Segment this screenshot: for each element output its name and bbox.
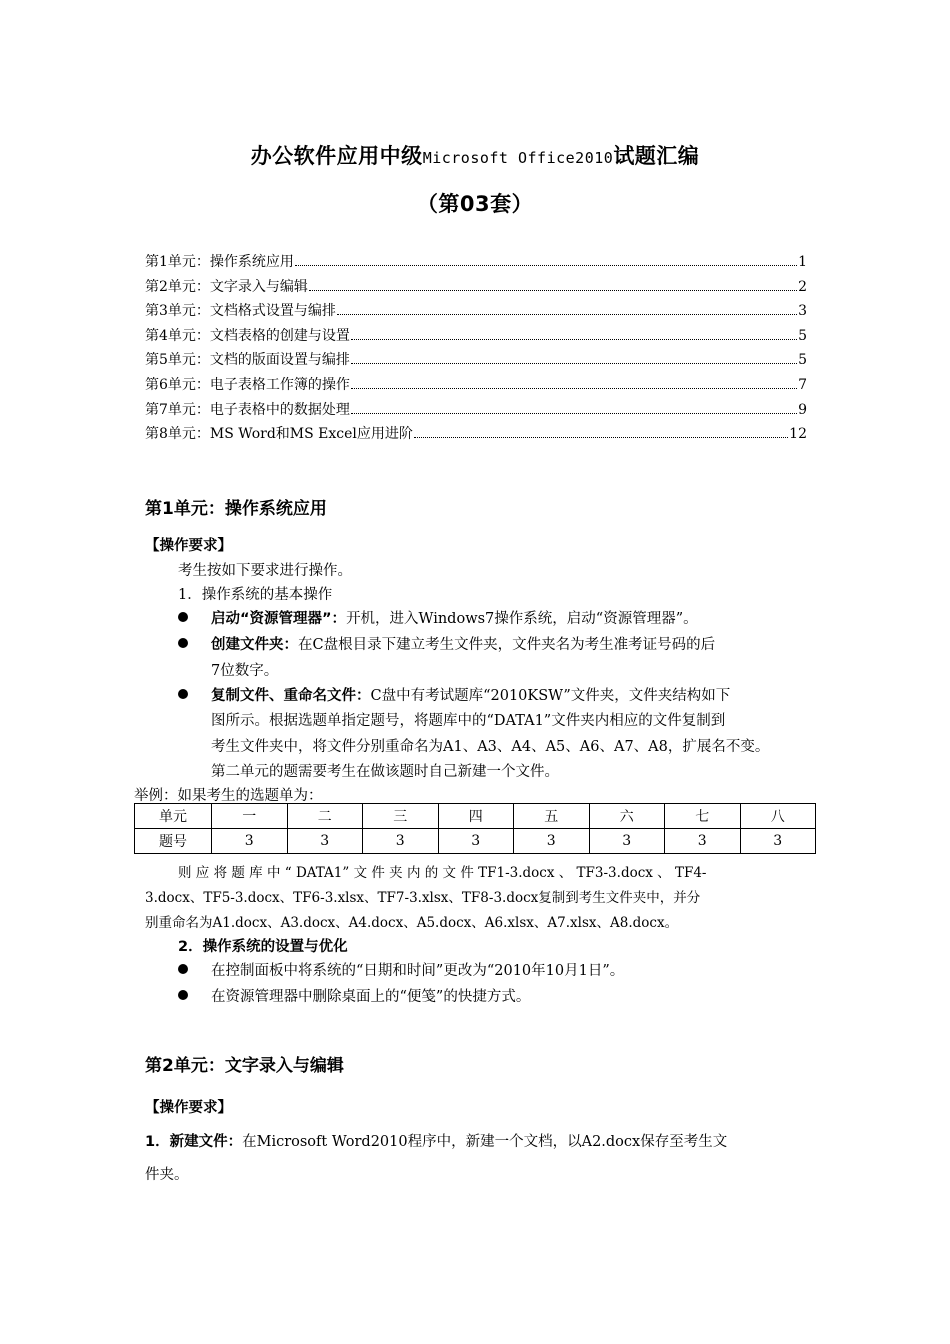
toc-entry[interactable] bbox=[145, 251, 807, 276]
toc-leader bbox=[351, 413, 797, 414]
unit1-section1: 1．操作系统的基本操作 bbox=[178, 587, 333, 603]
toc-label: 第7单元：电子表格中的数据处理 bbox=[145, 401, 350, 418]
bullet-icon bbox=[178, 990, 188, 1000]
toc-label: 第6单元：电子表格工作簿的操作 bbox=[145, 376, 350, 393]
toc-label: 第3单元：文档格式设置与编排 bbox=[145, 303, 336, 320]
table-of-contents bbox=[145, 251, 807, 448]
unit1-requirements-heading: 【操作要求】 bbox=[145, 538, 232, 554]
toc-leader bbox=[351, 363, 797, 364]
toc-label: 第4单元：文档表格的创建与设置 bbox=[145, 327, 350, 344]
example-explanation-line1: 则 应 将 题 库 中 “ DATA1” 文 件 夹 内 的 文 件 TF1-3.docx 、 TF3-3.docx 、 TF4- bbox=[178, 865, 707, 881]
table-header-cell: 二 bbox=[287, 804, 363, 829]
toc-leader bbox=[414, 437, 788, 438]
unit1-intro: 考生按如下要求进行操作。 bbox=[178, 563, 352, 579]
toc-page: 5 bbox=[798, 352, 807, 369]
table-cell: 3 bbox=[514, 829, 590, 854]
toc-page: 1 bbox=[798, 254, 807, 270]
toc-label: 第1单元：操作系统应用 bbox=[145, 254, 294, 270]
toc-leader bbox=[337, 314, 797, 315]
bullet-text-continued: 7位数字。 bbox=[211, 663, 279, 679]
bullet-icon bbox=[178, 689, 188, 699]
table-cell: 3 bbox=[363, 829, 439, 854]
bullet-item-start-explorer bbox=[211, 607, 698, 628]
toc-entry[interactable] bbox=[145, 349, 807, 374]
toc-page: 2 bbox=[798, 278, 807, 295]
example-label: 举例：如果考生的选题单为： bbox=[134, 788, 323, 804]
toc-entry[interactable] bbox=[145, 374, 807, 399]
example-explanation-line3: 别重命名为A1.docx、A3.docx、A4.docx、A5.docx、A6.xlsx、A7.xlsx、A8.docx。 bbox=[145, 915, 679, 931]
table-header-cell: 一 bbox=[212, 804, 288, 829]
toc-entry[interactable] bbox=[145, 276, 807, 301]
toc-entry[interactable] bbox=[145, 300, 807, 325]
example-explanation-line2: 3.docx、TF5-3.docx、TF6-3.xlsx、TF7-3.xlsx、TF8-3.docx复制到考生文件夹中，并分 bbox=[145, 890, 701, 906]
toc-entry[interactable] bbox=[145, 399, 807, 424]
bullet-label: 复制文件、重命名文件： bbox=[211, 688, 371, 704]
table-header-cell: 单元 bbox=[135, 804, 212, 829]
toc-page: 5 bbox=[798, 327, 807, 344]
bullet-text: C盘中有考试题库“2010KSW”文件夹，文件夹结构如下 bbox=[370, 688, 731, 704]
unit1-section2: 2．操作系统的设置与优化 bbox=[178, 939, 348, 955]
bullet-label: 启动“资源管理器”： bbox=[211, 611, 347, 627]
bullet-item-delete-shortcut: 在资源管理器中删除桌面上的“便笺”的快捷方式。 bbox=[211, 989, 531, 1005]
bullet-text: 在C盘根目录下建立考生文件夹，文件夹名为考生准考证号码的后 bbox=[298, 637, 716, 653]
bullet-icon bbox=[178, 964, 188, 974]
title-mono: Microsoft Office2010 bbox=[422, 149, 614, 167]
item-label: 1．新建文件： bbox=[145, 1134, 243, 1150]
toc-page: 3 bbox=[798, 303, 807, 320]
toc-entry[interactable] bbox=[145, 325, 807, 350]
toc-leader bbox=[309, 290, 797, 291]
table-row bbox=[135, 829, 816, 854]
toc-page: 9 bbox=[798, 401, 807, 418]
document-subtitle: （第03套） bbox=[416, 192, 534, 216]
bullet-text-continued: 第二单元的题需要考生在做该题时自己新建一个文件。 bbox=[211, 764, 559, 780]
selection-table bbox=[134, 803, 816, 854]
bullet-text-continued: 考生文件夹中，将文件分别重命名为A1、A3、A4、A5、A6、A7、A8，扩展名不变。 bbox=[211, 739, 770, 755]
table-cell: 3 bbox=[589, 829, 665, 854]
table-header-cell: 六 bbox=[589, 804, 665, 829]
bullet-text-continued: 图所示。根据选题单指定题号，将题库中的“DATA1”文件夹内相应的文件复制到 bbox=[211, 713, 726, 729]
document-title bbox=[0, 140, 950, 170]
bullet-item-create-folder bbox=[211, 633, 715, 654]
unit2-item1-continued: 件夹。 bbox=[145, 1167, 189, 1183]
toc-entry[interactable] bbox=[145, 423, 807, 448]
toc-label: 第8单元：MS Word和MS Excel应用进阶 bbox=[145, 426, 413, 443]
title-part2: 试题汇编 bbox=[613, 144, 700, 168]
unit2-item1 bbox=[145, 1130, 727, 1151]
bullet-item-date-time: 在控制面板中将系统的“日期和时间”更改为“2010年10月1日”。 bbox=[211, 963, 625, 979]
table-header-cell: 四 bbox=[438, 804, 514, 829]
item-text: 在Microsoft Word2010程序中，新建一个文档，以A2.docx保存至考生文 bbox=[242, 1134, 728, 1150]
table-cell: 3 bbox=[287, 829, 363, 854]
toc-page: 7 bbox=[798, 376, 807, 393]
toc-leader bbox=[351, 388, 797, 389]
toc-page: 12 bbox=[789, 426, 807, 443]
table-header-cell: 三 bbox=[363, 804, 439, 829]
bullet-label: 创建文件夹： bbox=[211, 637, 298, 653]
table-cell: 3 bbox=[665, 829, 741, 854]
table-row bbox=[135, 804, 816, 829]
bullet-icon bbox=[178, 612, 188, 622]
unit2-requirements-heading: 【操作要求】 bbox=[145, 1100, 232, 1116]
bullet-item-copy-rename bbox=[211, 684, 730, 705]
bullet-icon bbox=[178, 638, 188, 648]
table-cell: 3 bbox=[438, 829, 514, 854]
bullet-text: 开机，进入Windows7操作系统，启动“资源管理器”。 bbox=[346, 611, 698, 627]
table-cell: 题号 bbox=[135, 829, 212, 854]
table-cell: 3 bbox=[740, 829, 816, 854]
toc-leader bbox=[295, 265, 797, 266]
title-part1: 办公软件应用中级 bbox=[250, 144, 423, 168]
toc-label: 第2单元：文字录入与编辑 bbox=[145, 278, 308, 295]
unit2-heading: 第2单元：文字录入与编辑 bbox=[145, 1056, 344, 1076]
table-header-cell: 八 bbox=[740, 804, 816, 829]
table-header-cell: 七 bbox=[665, 804, 741, 829]
toc-leader bbox=[351, 339, 797, 340]
table-header-cell: 五 bbox=[514, 804, 590, 829]
unit1-heading: 第1单元：操作系统应用 bbox=[145, 499, 327, 519]
table-cell: 3 bbox=[212, 829, 288, 854]
toc-label: 第5单元：文档的版面设置与编排 bbox=[145, 352, 350, 369]
